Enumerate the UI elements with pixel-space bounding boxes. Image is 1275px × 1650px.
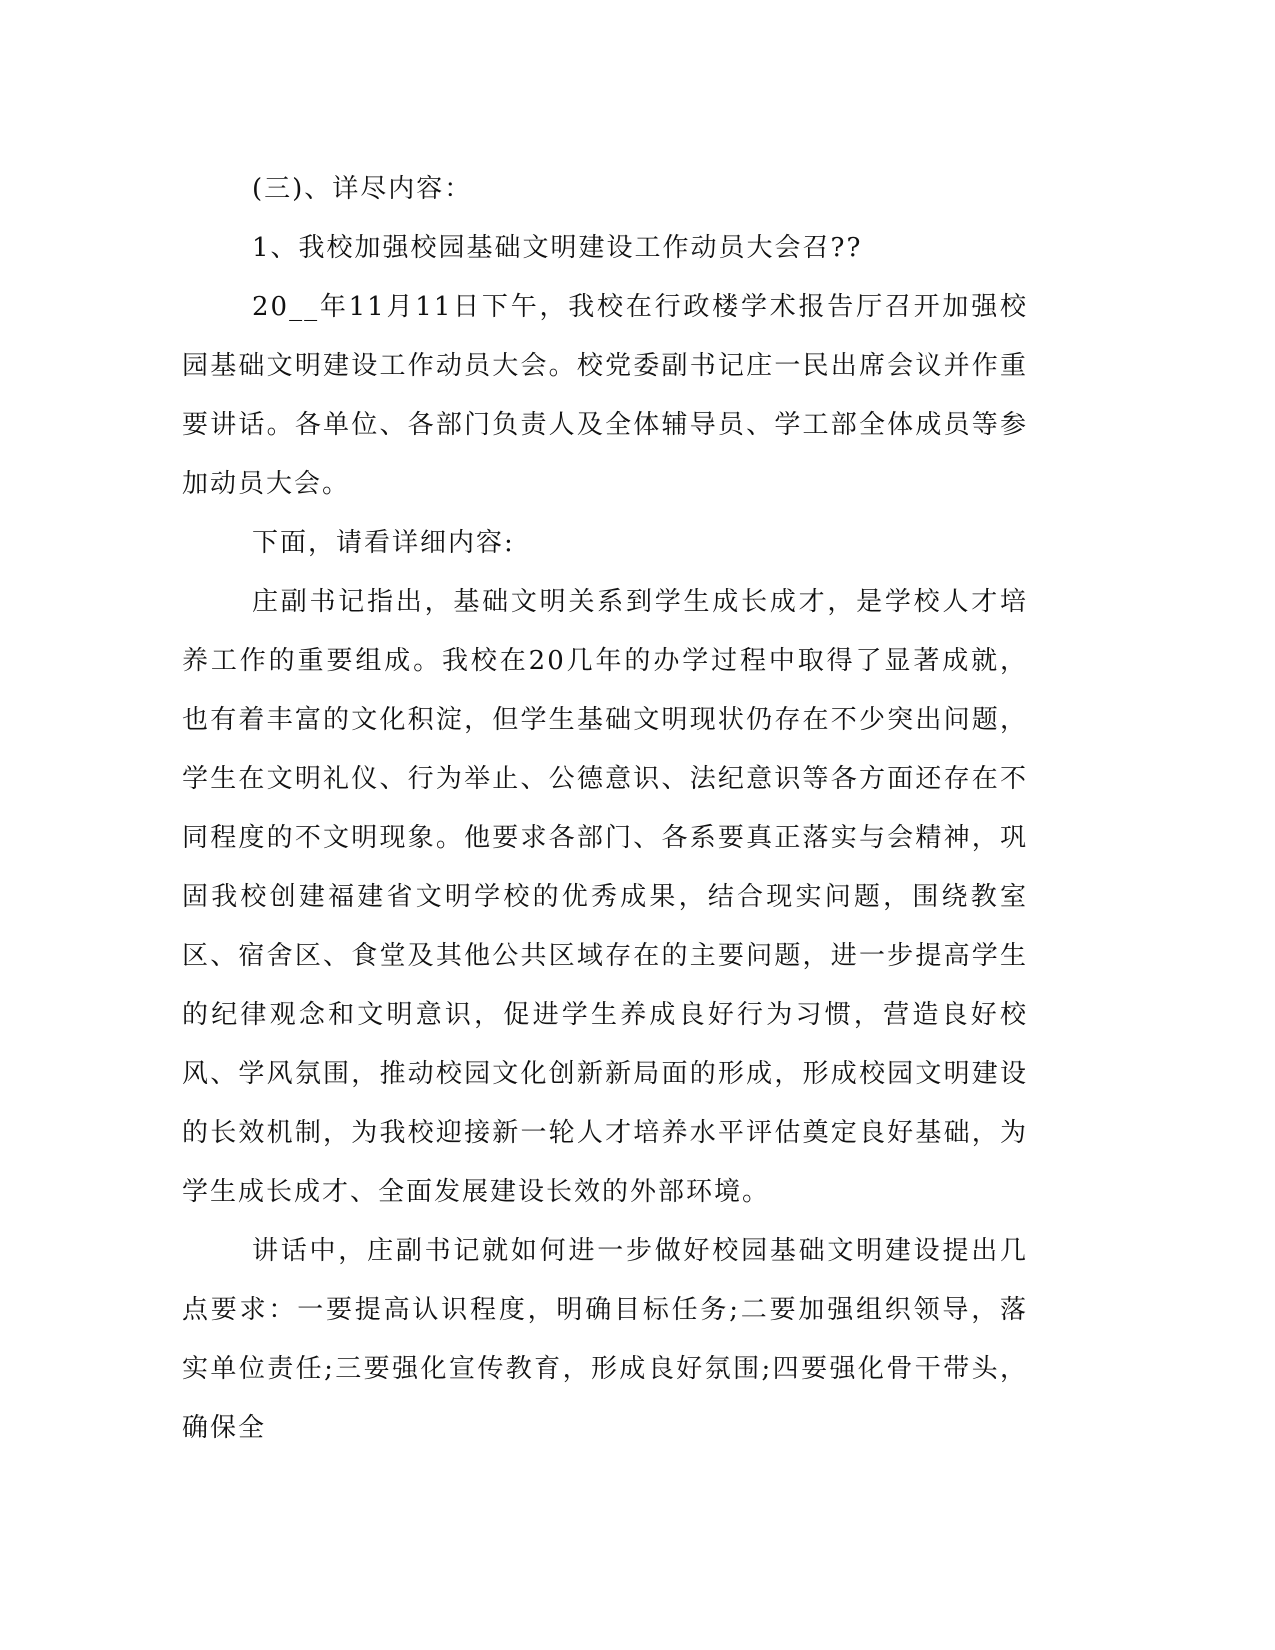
section-heading: (三)、详尽内容： [252, 174, 473, 204]
document-body [182, 160, 1028, 1458]
body-paragraph: 下面，请看详细内容: [252, 528, 515, 558]
body-paragraph: 庄副书记指出，基础文明关系到学生成长成才，是学校人才培养工作的重要组成。我校在20几年的办学过程中取得了显著成就，也有着丰富的文化积淀，但学生基础文明现状仍存在不少突出问题，学生在文明礼仪、行为举止、公德意识、法纪意识等各方面还存在不同程度的不文明现象。他要求各部门、各系要真正落实与会精神，巩固我校创建福建省文明学校的优秀成果，结合现实问题，围绕教室区、宿舍区、食堂及其他公共区域存在的主要问题，进一步提高学生的纪律观念和文明意识，促进学生养成良好行为习惯，营造良好校风、学风氛围，推动校园文化创新新局面的形成，形成校园文明建设的长效机制，为我校迎接新一轮人才培养水平评估奠定良好基础，为学生成长成才、全面发展建设长效的外部环境。 [182, 587, 1028, 1207]
item-title: 1、我校加强校园基础文明建设工作动员大会召?? [252, 233, 863, 263]
body-paragraph: 20__年11月11日下午，我校在行政楼学术报告厅召开加强校园基础文明建设工作动员大会。校党委副书记庄一民出席会议并作重要讲话。各单位、各部门负责人及全体辅导员、学工部全体成员等参加动员大会。 [182, 292, 1028, 499]
body-paragraph: 讲话中，庄副书记就如何进一步做好校园基础文明建设提出几点要求：一要提高认识程度，明确目标任务;二要加强组织领导，落实单位责任;三要强化宣传教育，形成良好氛围;四要强化骨干带头，确保全 [182, 1236, 1028, 1443]
